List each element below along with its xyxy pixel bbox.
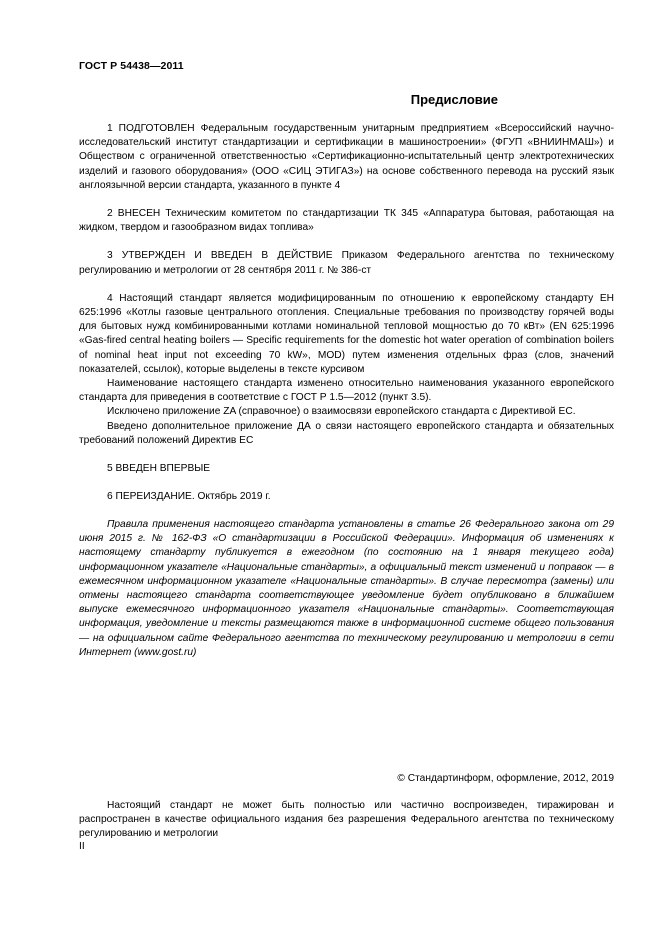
page-number: II [79, 841, 85, 852]
notice-text: Правила применения настоящего стандарта установлены в статье 26 Федерального закона от 29 июня 2015 г. № 162-ФЗ «О стандартизации в Российской Федерации». Информация об изменениях к настоящему стандарту публикуется в ежегодном (по состоянию на 1 января текущего года) информационном указателе «Национальные стандарты», а официальный текст изменений и поправок — в ежемесячном информационном указателе «Национальные стандарты». В случае пересмотра (замены) или отмены настоящего стандарта соответствующее уведомление будет опубликовано в ближайшем выпуске ежемесячного информационного указателя «Национальные стандарты». Соответствующая информация, уведомление и тексты размещаются также в информационной системе общего пользования — на официальном сайте Федерального агентства по техническому регулированию и метрологии в сети Интернет (www.gost.ru) [79, 519, 614, 658]
preface-body [79, 122, 614, 504]
notice-block [79, 518, 614, 660]
page-title [79, 92, 614, 107]
preface-item-6: 6 ПЕРЕИЗДАНИЕ. Октябрь 2019 г. [107, 491, 271, 503]
preface-item-4-title-note: Наименование настоящего стандарта изменено относительно наименования указанного европейского стандарта для приведения в соответствие с ГОСТ Р 1.5—2012 (пункт 3.5). [79, 378, 614, 404]
preface-item-4-annex-added: Введено дополнительное приложение ДА о связи настоящего европейского стандарта и обязательных требований положений Директив ЕС [79, 420, 614, 446]
preface-item-3: 3 УТВЕРЖДЕН И ВВЕДЕН В ДЕЙСТВИЕ Приказом Федерального агентства по техническому регулированию и метрологии от 28 сентября 2011 г. № 386-ст [79, 250, 614, 276]
preface-item-4-annex-removed: Исключено приложение ZA (справочное) о взаимосвязи европейского стандарта с Директивой ЕС. [107, 406, 576, 418]
standard-header: ГОСТ Р 54438—2011 [79, 60, 184, 72]
reproduction-block [79, 799, 614, 842]
copyright-line: © Стандартинформ, оформление, 2012, 2019 [397, 773, 614, 784]
reproduction-notice: Настоящий стандарт не может быть полностью или частично воспроизведен, тиражирован и распространен в качестве официального издания без разрешения Федерального агентства по техническому регулированию и метрологии [79, 800, 614, 840]
preface-item-2: 2 ВНЕСЕН Техническим комитетом по стандартизации ТК 345 «Аппаратура бытовая, работающая на жидком, твердом и газообразном видах топлива» [79, 208, 614, 234]
preface-item-1: 1 ПОДГОТОВЛЕН Федеральным государственным унитарным предприятием «Всероссийский научно-исследовательский институт стандартизации и сертификации в машиностроении» (ФГУП «ВНИИНМАШ») и Обществом с ограниченной ответственностью «Сертификационно-испытательный центр электротехнических изделий и газового оборудования» (ООО «СИЦ ЭТИГАЗ») на основе собственного перевода на русский язык англоязычной версии стандарта, указанного в пункте 4 [79, 123, 614, 191]
preface-title: Предисловие [410, 92, 498, 107]
preface-item-4: 4 Настоящий стандарт является модифицированным по отношению к европейскому стандарту ЕН 625:1996 «Котлы газовые центрального отопления. Специальные требования по производству горячей воды для бытовых нужд комбинированными котлами номинальной тепловой мощностью до 70 кВт» (EN 625:1996 «Gas-fired central heating boilers — Specific requirements for the domestic hot water operation of combination boilers of nominal heat input not exceeding 70 kW», MOD) путем изменения отдельных фраз (слов, значений показателей, ссылок), которые выделены в тексте курсивом [79, 292, 614, 375]
preface-item-5: 5 ВВЕДЕН ВПЕРВЫЕ [107, 463, 211, 475]
